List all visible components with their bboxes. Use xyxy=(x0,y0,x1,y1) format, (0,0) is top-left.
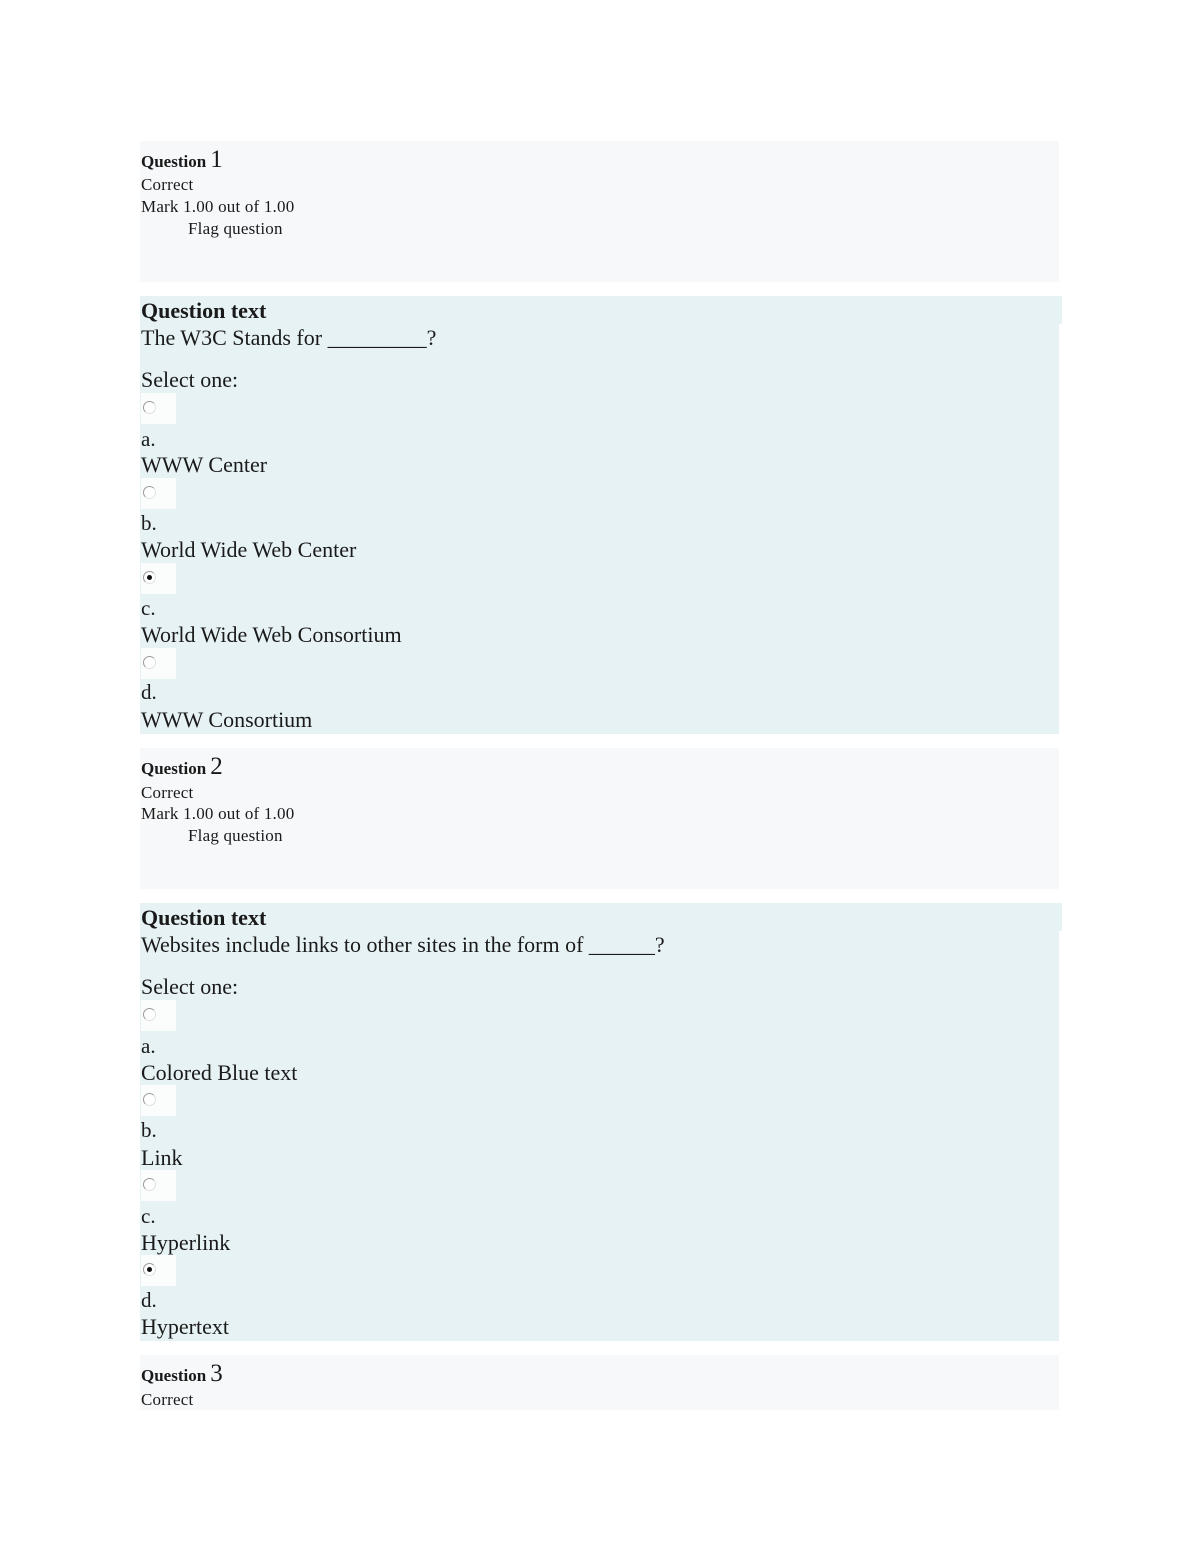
option-text: Link xyxy=(141,1145,183,1170)
option-letter: d. xyxy=(141,680,157,704)
option-b-radio-box[interactable] xyxy=(141,1085,176,1116)
option-text: Hyperlink xyxy=(141,1230,231,1255)
question-number: 3 xyxy=(210,1360,223,1387)
question-3-info xyxy=(140,1355,1059,1410)
option-c-radio-box[interactable] xyxy=(141,563,176,594)
question-text-heading: Question text xyxy=(141,298,267,323)
option-text: WWW Center xyxy=(141,452,268,477)
flag-question-link[interactable]: Flag question xyxy=(188,826,283,845)
select-one-prompt: Select one: xyxy=(141,367,239,392)
question-number: 1 xyxy=(210,146,223,173)
radio-button[interactable] xyxy=(143,1178,156,1191)
option-d-radio-box[interactable] xyxy=(141,648,176,679)
question-text-heading: Question text xyxy=(141,905,267,930)
question-1-heading xyxy=(141,145,223,178)
option-d-radio-box[interactable] xyxy=(141,1255,176,1286)
option-a-radio-box[interactable] xyxy=(141,393,176,424)
option-letter: b. xyxy=(141,511,157,535)
radio-button[interactable] xyxy=(143,656,156,669)
option-b-radio-box[interactable] xyxy=(141,478,176,509)
question-2-content xyxy=(140,903,1059,1341)
question-mark: Mark 1.00 out of 1.00 xyxy=(141,804,295,823)
question-label: Question xyxy=(141,1366,207,1385)
option-text: World Wide Web Consortium xyxy=(141,622,402,647)
question-label: Question xyxy=(141,759,207,778)
question-2-heading xyxy=(141,752,223,785)
option-letter: b. xyxy=(141,1118,157,1142)
radio-button[interactable] xyxy=(143,1093,156,1106)
question-number: 2 xyxy=(210,753,223,780)
option-c-radio-box[interactable] xyxy=(141,1170,176,1201)
option-text: WWW Consortium xyxy=(141,707,313,732)
question-state: Correct xyxy=(141,1390,194,1409)
question-3-heading xyxy=(141,1359,223,1392)
radio-button-selected[interactable] xyxy=(143,1263,156,1276)
radio-button[interactable] xyxy=(143,401,156,414)
radio-button-selected[interactable] xyxy=(143,571,156,584)
radio-button[interactable] xyxy=(143,1008,156,1021)
question-state: Correct xyxy=(141,783,194,802)
question-1-content xyxy=(140,296,1059,734)
question-text: Websites include links to other sites in the form of ______? xyxy=(141,932,665,957)
option-letter: c. xyxy=(141,1204,156,1228)
question-1-info xyxy=(140,141,1059,282)
question-2-info xyxy=(140,748,1059,889)
question-label: Question xyxy=(141,152,207,171)
option-a-radio-box[interactable] xyxy=(141,1000,176,1031)
flag-question-link[interactable]: Flag question xyxy=(188,219,283,238)
question-state: Correct xyxy=(141,175,194,194)
radio-button[interactable] xyxy=(143,486,156,499)
option-text: Hypertext xyxy=(141,1314,229,1339)
option-text: Colored Blue text xyxy=(141,1060,298,1085)
question-text: The W3C Stands for _________? xyxy=(141,325,437,350)
option-letter: d. xyxy=(141,1288,157,1312)
select-one-prompt: Select one: xyxy=(141,974,239,999)
option-letter: a. xyxy=(141,427,156,451)
option-text: World Wide Web Center xyxy=(141,537,357,562)
question-mark: Mark 1.00 out of 1.00 xyxy=(141,197,295,216)
option-letter: a. xyxy=(141,1034,156,1058)
option-letter: c. xyxy=(141,596,156,620)
